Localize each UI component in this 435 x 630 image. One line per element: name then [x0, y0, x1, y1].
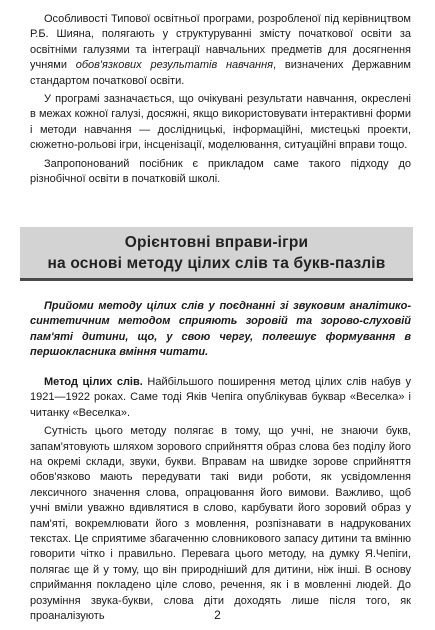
intro-section — [30, 12, 411, 190]
emphasis-text: обов'язкових результатів навчання — [75, 59, 274, 72]
section-heading-line-2: на основі методу цілих слів та букв-пазлів — [47, 254, 386, 272]
body-paragraph-1 — [30, 375, 411, 421]
highlight-quote — [30, 299, 411, 361]
quote-text: Прийоми методу цілих слів у поєднанні зі звуковим аналітико-синтетичним методом сприяють зоровій та зорово-слуховій пам'яті дитини, що, у свою чергу, полегшує формування в першокласника вміння читати. — [30, 300, 411, 359]
body-section — [30, 375, 411, 628]
term-label: Метод цілих слів. — [44, 376, 143, 388]
body-paragraph-2: Сутність цього методу полягає в тому, що учні, не знаючи букв, запам'ятовують шляхом зорового сприйняття образ слова без поділу його на окремі склади, звуки, букви. Вправам на швидке зорове сприйняття обов'язково мають передувати такі види роботи, як усвідомлення лексичного значення слова, опрацювання його вимови. Важливо, щоб учні вміли уважно вдивлятися в слово, карбувати його зоровий образ у пам'яті, вокремлювати його з мовлення, розпізнавати в надрукованих текстах. Це сприятиме збагаченню словникового запасу дитини та вмінню говорити чітко і правильно. Перевага цього методу, на думку Я.Чепіги, полягає ще й у тому, що він природніший для дитини, ніж інші. В основу сприймання покладено ціле слово, речення, як і в мовленні людей. До розуміння звука-букви, слова діти доходять лише після того, як проаналізують — [30, 425, 411, 623]
page-number: 2 — [214, 608, 221, 622]
intro-paragraph-1 — [30, 12, 411, 89]
intro-paragraph-2: У програмі зазначається, що очікувані результати навчання, окреслені в межах кожної галузі, досяжні, якщо використовувати інтерактивні форми і методи навчання — дослідницькі, інформаційні, мистецькі проекти, сюжетно-рольові ігри, інсценізації, моделювання, ситуаційні вправи тощо. — [30, 93, 411, 152]
section-heading-line-1: Орієнтовні вправи-ігри — [124, 233, 309, 251]
body-paragraph-1-text: Найбільшого поширення метод цілих слів набув у 1921—1922 роках. Саме тоді Яків Чепіга опублікував буквар «Веселка» і читанку «Веселка». — [30, 376, 411, 419]
intro-text: Особливості Типової освітньої програми, розробленої під керівництвом Р.Б. Шияна, полягають у структуруванні змісту початкової освіти за освітніми галузями та інтеграції навчальних предметів для досягнення учнями — [30, 13, 411, 72]
intro-text-end: , визначених Державним стандартом початкової освіти. — [30, 59, 411, 87]
intro-paragraph-3: Запропонований посібник є прикладом саме такого підходу до різнобічної освіти в початковій школі. — [30, 157, 411, 186]
section-heading — [20, 227, 413, 281]
